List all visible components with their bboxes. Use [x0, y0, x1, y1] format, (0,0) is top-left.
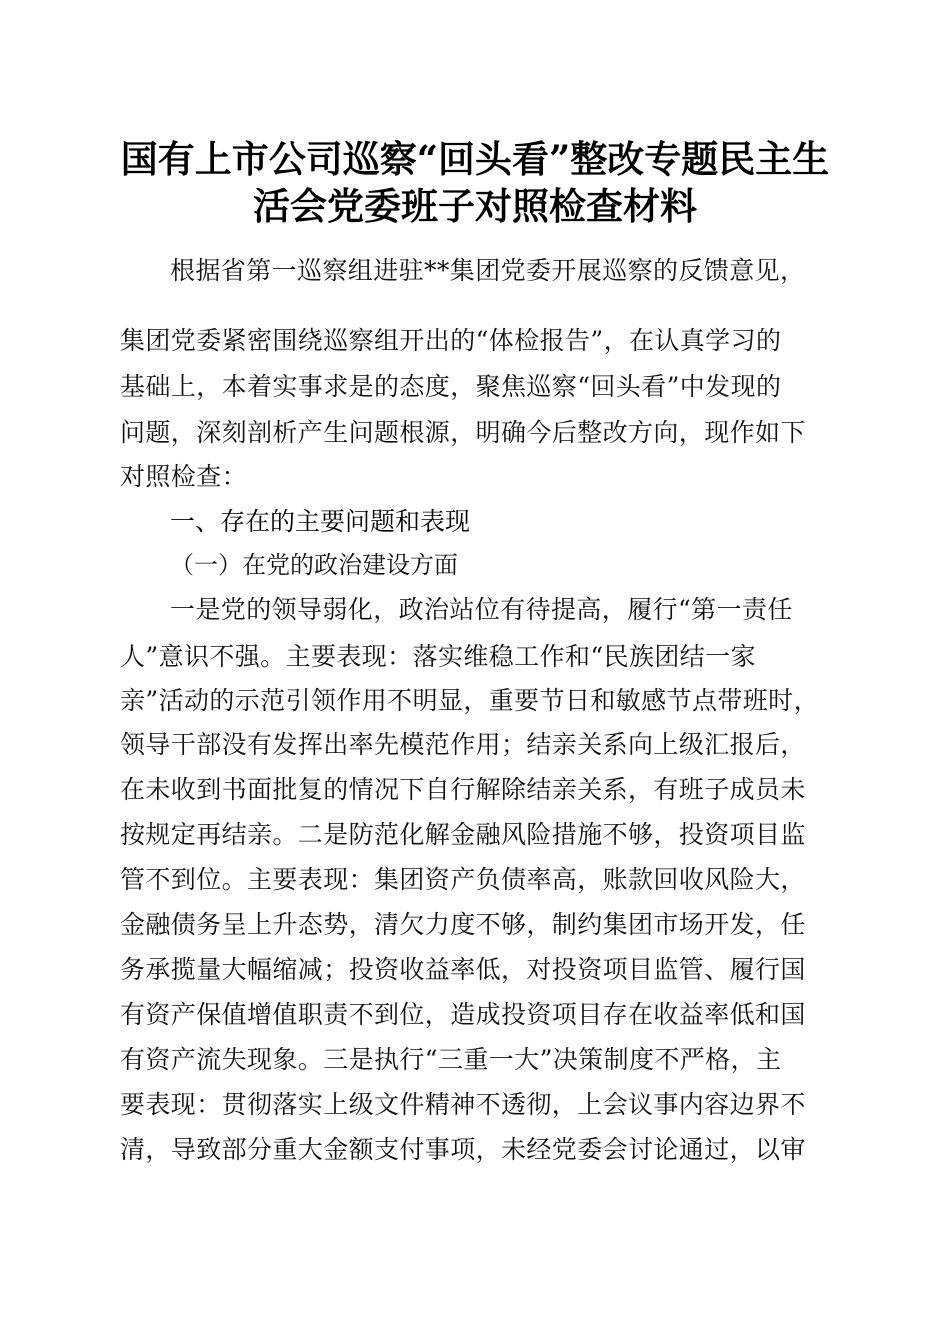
subsection-heading: （一）在党的政治建设方面: [170, 551, 458, 579]
body-line: 按规定再结亲。二是防范化解金融风险措施不够，投资项目监: [120, 820, 806, 849]
body-line: 务承揽量大幅缩减；投资收益率低，对投资项目监管、履行国: [120, 955, 806, 984]
body-line: 有资产保值增值职责不到位，造成投资项目存在收益率低和国: [120, 1000, 806, 1029]
intro-line: 集团党委紧密围绕巡察组开出的“体检报告”，在认真学习的: [120, 326, 782, 355]
intro-line: 基础上，本着实事求是的态度，聚焦巡察“回头看”中发现的: [120, 372, 782, 401]
document-title-line-1: 国有上市公司巡察“回头看”整改专题民主生: [120, 137, 830, 181]
body-line: 有资产流失现象。三是执行“三重一大”决策制度不严格，主: [120, 1045, 782, 1074]
section-heading: 一、存在的主要问题和表现: [170, 507, 471, 536]
body-line: 要表现：贯彻落实上级文件精神不透彻，上会议事内容边界不: [120, 1090, 806, 1119]
intro-line: 对照检查：: [120, 462, 248, 491]
body-line: 领导干部没有发挥出率先模范作用；结亲关系向上级汇报后，: [120, 730, 806, 759]
body-line: 人”意识不强。主要表现：落实维稳工作和“民族团结一家: [120, 642, 756, 671]
body-line: 亲”活动的示范引领作用不明显，重要节日和敏感节点带班时，: [120, 686, 819, 715]
document-title-line-2: 活会党委班子对照检查材料: [253, 184, 697, 228]
intro-line: 问题，深刻剖析产生问题根源，明确今后整改方向，现作如下: [120, 418, 806, 447]
body-line: 清，导致部分重大金额支付事项，未经党委会讨论通过，以审: [120, 1135, 806, 1164]
body-line: 在未收到书面批复的情况下自行解除结亲关系，有班子成员未: [120, 775, 806, 804]
body-line: 管不到位。主要表现：集团资产负债率高，账款回收风险大，: [120, 865, 806, 894]
intro-line: 根据省第一巡察组进驻**集团党委开展巡察的反馈意见，: [170, 256, 806, 285]
body-line: 一是党的领导弱化，政治站位有待提高，履行“第一责任: [170, 595, 793, 624]
body-line: 金融债务呈上升态势，清欠力度不够，制约集团市场开发，任: [120, 910, 806, 939]
